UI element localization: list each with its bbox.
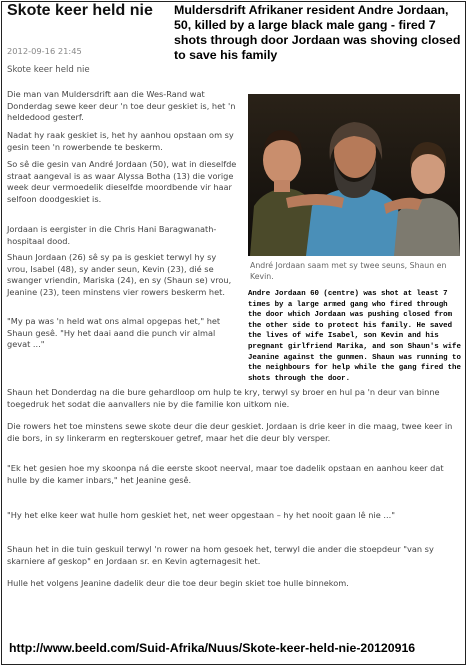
paragraph: "Hy het elke keer wat hulle hom geskiet het, net weer opgestaan – hy het nooit gaan lê nie ..." xyxy=(7,510,395,520)
paragraph: Die rowers het toe minstens sewe skote deur die deur geskiet. Jordaan is drie keer in die maag, twee keer in die bors, in sy linkerarm en regterskouer getref, maar het die deur bly versper. xyxy=(7,421,453,443)
photo-overlay-note: Andre Jordaan 60 (centre) was shot at least 7 times by a large armed gang who fired through the door which Jordaan was pushing closed from the other side to protect his family. He saved the lives of wife Isabel, son Kevin and his pregnant girlfriend Marika, and son Shaun's wife Jeanine against the gunmen. Shaun was running to the neighbours for help while the gang fired the shots through the door. xyxy=(248,290,461,383)
article-headline: Skote keer held nie xyxy=(7,2,153,19)
paragraph: Die man van Muldersdrift aan die Wes-Rand wat Donderdag sewe keer deur 'n toe deur geskiet is, het 'n heldedood gesterf. xyxy=(7,89,236,123)
family-photo xyxy=(248,94,460,256)
paragraph: Shaun het in die tuin geskuil terwyl 'n rower na hom gesoek het, terwyl die ander die stoepdeur "van sy skarniere af geskop" en Jordaan sr. en Kevin agternagesit het. xyxy=(7,544,434,566)
paragraph: "My pa was 'n held wat ons almal opgepas het," het Shaun gesê. "Hy het daai aand die punch vir almal gevat ..." xyxy=(7,316,221,350)
paragraph: Jordaan is eergister in die Chris Hani Baragwanath-hospitaal dood. xyxy=(7,224,217,246)
paragraph: Hulle het volgens Jeanine dadelik deur die toe deur begin skiet toe hulle binnekom. xyxy=(7,578,349,588)
paragraph: "Ek het gesien hoe my skoonpa ná die eerste skoot neerval, maar toe dadelik opstaan en aanhou keer dat hulle by die kamer inbars," het Jeanine gesê. xyxy=(7,463,444,485)
article-subtitle: Skote keer held nie xyxy=(7,65,90,75)
source-url[interactable]: http://www.beeld.com/Suid-Afrika/Nuus/Skote-keer-held-nie-20120916 xyxy=(9,641,416,655)
paragraph: Shaun het Donderdag na die bure gehardloop om hulp te kry, terwyl sy broer en hul pa 'n deur van binne toegedruk het sodat die aanvallers nie by die familie kon uitkom nie. xyxy=(7,387,440,409)
overlay-caption: Muldersdrift Afrikaner resident Andre Jordaan, 50, killed by a large black male gang - fired 7 shots through door Jordaan was shoving closed to save his family xyxy=(174,3,461,62)
paragraph: Nadat hy raak geskiet is, het hy aanhou opstaan om sy gesin teen 'n rowerbende te beskerm. xyxy=(7,130,234,152)
paragraph: So sê die gesin van André Jordaan (50), wat in dieselfde straat aangeval is as waar Alyssa Botha (13) die vorige week deur vermoedelik dieselfde moordbende vir haar selfoon doodgeskiet is. xyxy=(7,159,237,204)
photo-caption: André Jordaan saam met sy twee seuns, Shaun en Kevin. xyxy=(250,261,447,281)
article-date: 2012-09-16 21:45 xyxy=(7,46,82,56)
paragraph: Shaun Jordaan (26) sê sy pa is geskiet terwyl hy sy vrou, Isabel (48), sy ander seun, Kevin (23), dié se swanger vriendin, Mariska (24), en sy (Shaun se) vrou, Jeanine (23), teen minstens vier rowers beskerm het. xyxy=(7,252,232,297)
